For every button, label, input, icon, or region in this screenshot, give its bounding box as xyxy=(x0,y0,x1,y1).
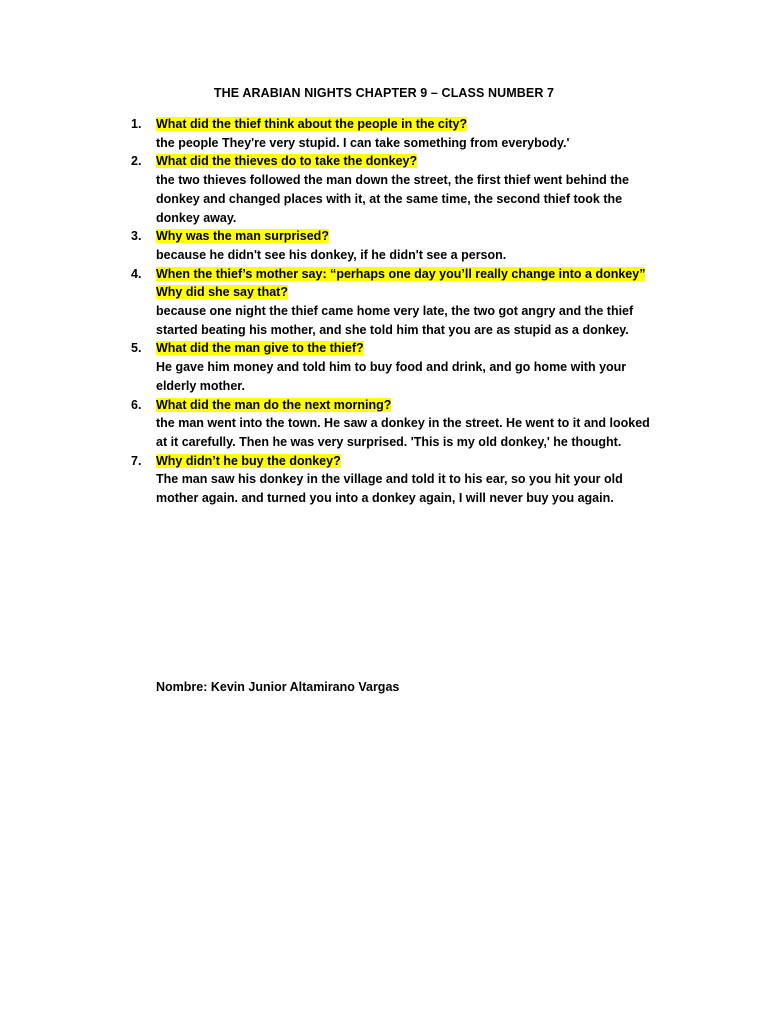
answer-line: the two thieves followed the man down the street, the first thief went behind the xyxy=(156,173,629,188)
qa-item-6 xyxy=(131,396,671,452)
question-line xyxy=(156,265,671,284)
qa-item-1 xyxy=(131,115,671,152)
item-number: 2. xyxy=(131,154,142,169)
item-number: 7. xyxy=(131,453,142,468)
question-text: When the thief’s mother say: “perhaps one day you’ll really change into a donkey” xyxy=(156,266,646,281)
question-line xyxy=(156,452,671,471)
qa-item-2 xyxy=(131,152,671,227)
answer-line: The man saw his donkey in the village and told it to his ear, so you hit your old xyxy=(156,472,623,487)
question-line xyxy=(156,115,671,134)
answer-line: because he didn't see his donkey, if he didn't see a person. xyxy=(156,247,507,262)
question-line xyxy=(156,227,671,246)
item-number: 4. xyxy=(131,266,142,281)
item-number: 3. xyxy=(131,229,142,244)
question-text: Why didn’t he buy the donkey? xyxy=(156,453,341,468)
question-line xyxy=(156,283,671,302)
answer-line: donkey and changed places with it, at the same time, the second thief took the xyxy=(156,191,623,206)
document-title: THE ARABIAN NIGHTS CHAPTER 9 – CLASS NUMBER 7 xyxy=(213,86,555,100)
answer-line: the man went into the town. He saw a donkey in the street. He went to it and looked xyxy=(156,416,650,431)
question-list xyxy=(131,115,671,508)
answer-line: elderly mother. xyxy=(156,378,245,393)
question-text: What did the thieves do to take the donkey? xyxy=(156,154,418,169)
question-text: Why was the man surprised? xyxy=(156,229,329,244)
question-text: What did the man give to the thief? xyxy=(156,341,364,356)
question-text: Why did she say that? xyxy=(156,285,288,300)
question-text: What did the man do the next morning? xyxy=(156,397,392,412)
question-line xyxy=(156,396,671,415)
item-number: 1. xyxy=(131,117,142,131)
question-text: What did the thief think about the people in the city? xyxy=(156,117,468,131)
answer-line: He gave him money and told him to buy food and drink, and go home with your xyxy=(156,360,627,375)
qa-item-3 xyxy=(131,227,671,264)
answer-line: started beating his mother, and she told him that you are as stupid as a donkey. xyxy=(156,322,629,337)
question-line xyxy=(156,152,671,171)
qa-item-7 xyxy=(131,452,671,508)
student-name: Nombre: Kevin Junior Altamirano Vargas xyxy=(156,680,400,694)
answer-line: at it carefully. Then he was very surprised. 'This is my old donkey,' he thought. xyxy=(156,434,622,449)
answer-line: donkey away. xyxy=(156,210,237,225)
answer-line: because one night the thief came home very late, the two got angry and the thief xyxy=(156,304,634,319)
answer-line: mother again. and turned you into a donkey again, I will never buy you again. xyxy=(156,491,614,506)
item-number: 5. xyxy=(131,341,142,356)
qa-item-4 xyxy=(131,265,671,340)
item-number: 6. xyxy=(131,397,142,412)
qa-item-5 xyxy=(131,339,671,395)
question-line xyxy=(156,339,671,358)
answer-line: the people They're very stupid. I can take something from everybody.' xyxy=(156,135,570,150)
